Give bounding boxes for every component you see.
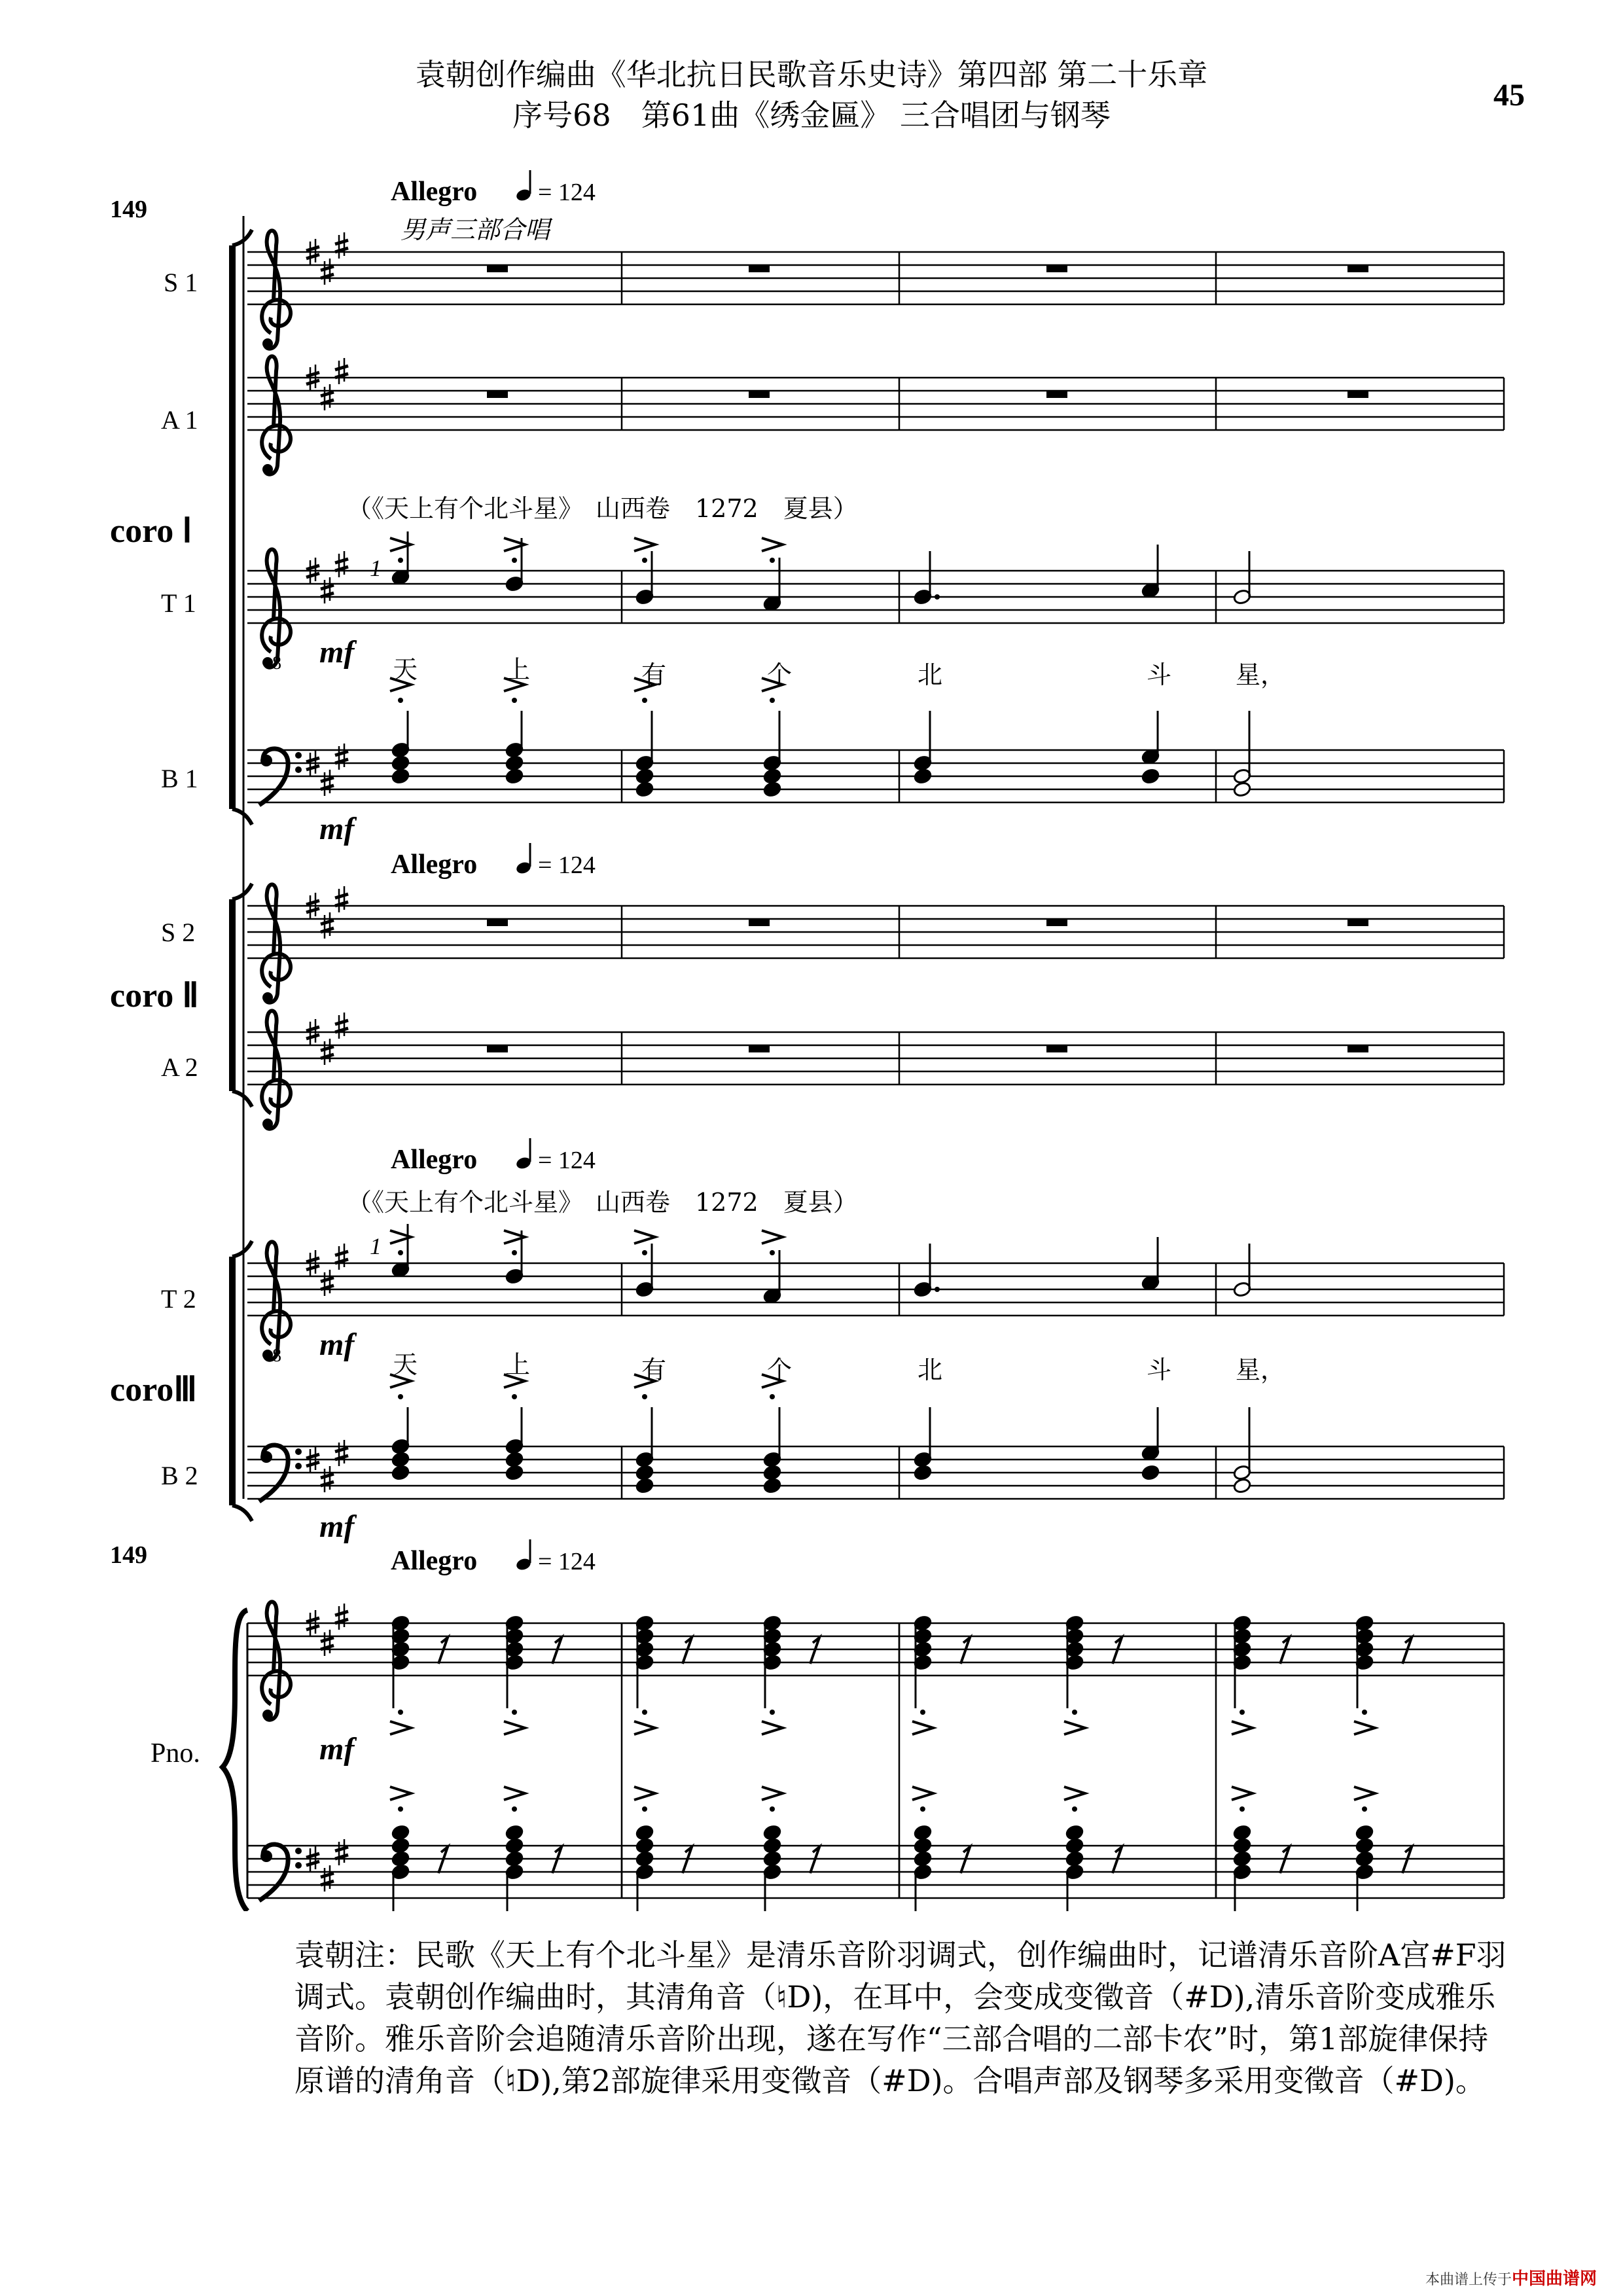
accent-mark — [390, 1721, 411, 1734]
note-head — [1065, 1850, 1084, 1867]
male-chorus-label: 男声三部合唱 — [401, 215, 550, 244]
accent-mark — [1354, 1721, 1375, 1734]
dynamic-b1: mf — [319, 812, 355, 846]
tenor-melody — [390, 1224, 1251, 1304]
accent-mark — [1354, 1787, 1375, 1800]
page-number: 45 — [1493, 78, 1525, 113]
svg-text:= 124: = 124 — [538, 179, 596, 206]
tempo-mark-3 — [391, 1138, 596, 1175]
note-head — [1233, 1850, 1252, 1867]
tempo-mark-2 — [391, 843, 596, 880]
accent-mark — [912, 1721, 933, 1734]
lyric-1-2: 上 — [505, 655, 531, 684]
ending-mark-1: 1 — [370, 555, 382, 581]
tempo-mark-4 — [391, 1539, 596, 1576]
group-label-coro1: coro Ⅰ — [110, 512, 192, 550]
note-head — [1233, 1824, 1252, 1840]
note-head — [1065, 1824, 1084, 1840]
title-line-2: 序号68 第61曲《绣金匾》 三合唱团与钢琴 — [512, 98, 1111, 133]
lyric-2-1: 天 — [393, 1350, 418, 1379]
svg-text:Allegro: Allegro — [391, 177, 478, 207]
staff-t1 — [247, 549, 1504, 673]
title-line-1: 袁朝创作编曲《华北抗日民歌音乐史诗》第四部 第二十乐章 — [415, 57, 1208, 92]
note-head — [914, 1837, 933, 1854]
dynamic-piano: mf — [319, 1732, 355, 1767]
note-head — [391, 768, 410, 784]
lyric-2-5: 北 — [918, 1355, 943, 1384]
measure-number-piano: 149 — [110, 1541, 147, 1569]
lyric-1-3: 有 — [641, 660, 667, 689]
note-head — [763, 1850, 782, 1867]
note-head — [1355, 1837, 1374, 1854]
staff-a2 — [247, 1011, 1504, 1129]
note-head — [635, 1837, 654, 1854]
piano-rh-chords — [390, 1615, 1412, 1734]
note-head — [1355, 1824, 1374, 1840]
lyric-1-7: 星， — [1236, 660, 1286, 689]
staff-t2 — [247, 1242, 1504, 1366]
note-head — [635, 781, 654, 797]
lyric-1-6: 斗 — [1147, 660, 1172, 689]
system-bracket — [229, 1257, 236, 1505]
note-head — [763, 781, 782, 797]
accent-mark — [634, 538, 655, 551]
note-head — [763, 768, 782, 784]
staff-label-piano: Pno. — [151, 1738, 200, 1768]
note-head — [635, 768, 654, 784]
accent-mark — [762, 538, 783, 551]
tenor-melody — [390, 531, 1251, 612]
note-head — [914, 1464, 933, 1480]
note-head — [391, 1464, 410, 1480]
accent-mark — [1232, 1721, 1253, 1734]
measure-number: 149 — [110, 196, 147, 223]
note-head — [391, 1824, 410, 1840]
lyric-1-1: 天 — [393, 655, 418, 684]
staff-label-s2: S 2 — [161, 918, 196, 947]
note-head — [505, 1837, 524, 1854]
accent-mark — [634, 1787, 655, 1800]
note-head — [635, 1850, 654, 1867]
staff-b1 — [247, 744, 1504, 805]
note-head — [914, 768, 933, 784]
staff-label-t2: T 2 — [161, 1284, 196, 1314]
piano-lh-chords — [390, 1787, 1412, 1911]
source-note-1: （《天上有个北斗星》 山西卷 1272 夏县） — [347, 494, 858, 523]
piano-brace — [223, 1610, 247, 1911]
svg-text:8: 8 — [272, 653, 281, 673]
svg-text:Allegro: Allegro — [391, 850, 478, 880]
dynamic-b2: mf — [319, 1509, 355, 1544]
svg-text:= 124: = 124 — [538, 1147, 596, 1174]
note-head — [1355, 1850, 1374, 1867]
dynamic-t2: mf — [319, 1327, 355, 1362]
staff-b2 — [247, 1440, 1504, 1501]
system-bracket — [229, 245, 236, 809]
note-head — [763, 1477, 782, 1494]
staff-label-a2: A 2 — [161, 1052, 198, 1082]
note-head — [1233, 781, 1252, 797]
note-head — [1141, 768, 1160, 784]
note-head — [505, 1464, 524, 1480]
staff-p1 — [247, 1602, 1504, 1720]
note-head — [914, 1824, 933, 1840]
accent-mark — [1064, 1787, 1085, 1800]
lyric-2-3: 有 — [641, 1355, 667, 1384]
accent-mark — [762, 1230, 783, 1244]
group-label-coro3: coroⅢ — [110, 1371, 198, 1408]
group-label-coro2: coro Ⅱ — [110, 977, 199, 1014]
note-head — [763, 1464, 782, 1480]
note-head — [1065, 1837, 1084, 1854]
accent-mark — [504, 1721, 525, 1734]
accent-mark — [634, 1721, 655, 1734]
bass-chords — [390, 678, 1251, 798]
note-head — [391, 1837, 410, 1854]
accent-mark — [634, 1230, 655, 1244]
note-head — [391, 1451, 410, 1467]
note-head — [1141, 1464, 1160, 1480]
note-head — [505, 755, 524, 771]
footer-watermark: 本曲谱上传于中国曲谱网 — [1425, 2269, 1597, 2289]
staff-s2 — [247, 884, 1504, 1003]
ending-mark-2: 1 — [370, 1233, 382, 1259]
note-head — [635, 1464, 654, 1480]
note-head — [391, 755, 410, 771]
svg-text:Allegro: Allegro — [391, 1145, 478, 1175]
accent-mark — [1064, 1721, 1085, 1734]
footnote: 袁朝注：民歌《天上有个北斗星》是清乐音阶羽调式，创作编曲时，记谱清乐音阶A宫#F羽调式。袁朝创作编曲时，其清角音（♮D)，在耳中，会变成变徵音（#D),清乐音阶变成雅乐音阶。雅乐音阶会追随清乐音阶出现，遂在写作“三部合唱的二部卡农”时，第1部旋律保持原谱的清角音（♮D),第2部旋律采用变徵音（#D)。合唱声部及钢琴多采用变徵音（#D)。 — [294, 1937, 1507, 2098]
note-head — [914, 1850, 933, 1867]
staff-s1 — [247, 230, 1504, 349]
note-head — [505, 1824, 524, 1840]
staff-label-s1: S 1 — [164, 268, 198, 297]
source-note-2: （《天上有个北斗星》 山西卷 1272 夏县） — [347, 1188, 858, 1217]
note-head — [635, 1824, 654, 1840]
note-head — [391, 1850, 410, 1867]
staff-label-a1: A 1 — [161, 405, 198, 435]
note-head — [505, 1850, 524, 1867]
svg-text:Allegro: Allegro — [391, 1546, 478, 1576]
system-bracket — [229, 899, 236, 1091]
staff-label-b2: B 2 — [161, 1461, 198, 1490]
note-head — [763, 1824, 782, 1840]
svg-text:= 124: = 124 — [538, 1548, 596, 1575]
lyric-2-2: 上 — [505, 1350, 531, 1379]
svg-text:= 124: = 124 — [538, 852, 596, 879]
dynamic-t1: mf — [319, 635, 355, 670]
accent-mark — [1232, 1787, 1253, 1800]
staff-a1 — [247, 356, 1504, 475]
note-head — [1233, 1477, 1252, 1494]
accent-mark — [762, 1721, 783, 1734]
lyric-1-5: 北 — [918, 660, 943, 689]
svg-text:8: 8 — [272, 1346, 281, 1366]
bass-chords — [390, 1374, 1251, 1494]
note-head — [635, 1477, 654, 1494]
staff-label-t1: T 1 — [161, 588, 196, 618]
note-head — [1233, 1837, 1252, 1854]
tempo-mark-1 — [391, 170, 596, 207]
note-head — [505, 768, 524, 784]
lyric-2-4: 个 — [767, 1355, 793, 1384]
note-head — [763, 1837, 782, 1854]
staff-p2 — [247, 1839, 1504, 1901]
lyric-1-4: 个 — [767, 660, 793, 689]
accent-mark — [390, 1787, 411, 1800]
staff-label-b1: B 1 — [161, 764, 198, 793]
lyric-2-6: 斗 — [1147, 1355, 1172, 1384]
accent-mark — [762, 1787, 783, 1800]
accent-mark — [912, 1787, 933, 1800]
lyric-2-7: 星， — [1236, 1355, 1286, 1384]
note-head — [505, 1451, 524, 1467]
accent-mark — [504, 1787, 525, 1800]
